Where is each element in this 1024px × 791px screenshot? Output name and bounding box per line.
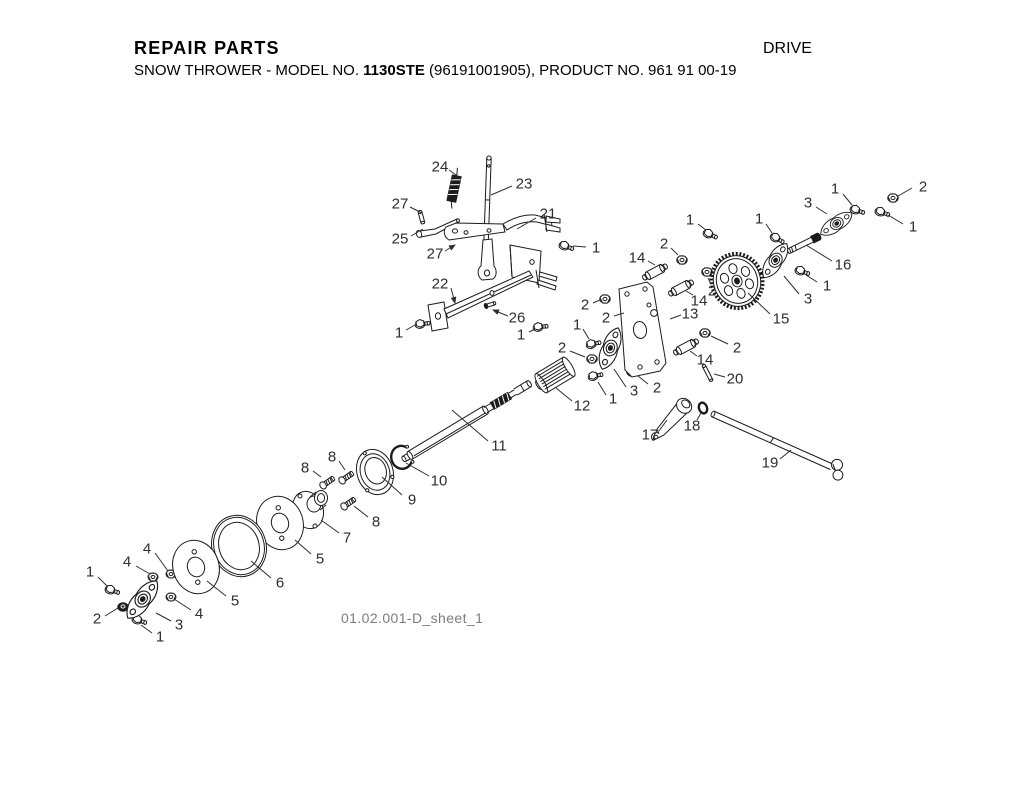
leader-line — [583, 329, 589, 339]
part-27-pin — [418, 210, 425, 224]
leader-line — [406, 463, 429, 476]
callout-label: 1 — [572, 316, 582, 334]
leader-line — [784, 276, 799, 294]
part-3-flange — [121, 576, 164, 624]
callout-label: 2 — [918, 178, 928, 196]
callout-label: 25 — [391, 230, 409, 248]
callout-14 — [629, 250, 655, 267]
page-title: REPAIR PARTS — [134, 38, 280, 58]
callout-19 — [762, 450, 791, 472]
callout-label: 11 — [491, 437, 507, 455]
leader-line — [816, 207, 827, 214]
callout-26 — [493, 310, 525, 327]
callout-label: 18 — [683, 417, 701, 435]
callout-16 — [806, 245, 851, 274]
leader-line — [451, 288, 455, 303]
callout-8 — [354, 506, 380, 531]
leader-line — [806, 245, 832, 261]
leader-line — [670, 315, 681, 319]
callout-1 — [755, 211, 772, 234]
leader-line — [648, 261, 655, 265]
leader-line — [445, 245, 455, 251]
callout-label: 5 — [315, 550, 325, 568]
callout-1 — [517, 327, 535, 344]
part-3-flange — [595, 325, 626, 372]
callout-8 — [301, 460, 321, 478]
callout-label: 2 — [92, 610, 102, 628]
callout-label: 1 — [822, 277, 832, 295]
leader-line — [780, 450, 791, 459]
callout-1 — [86, 564, 107, 587]
callout-label: 27 — [391, 195, 409, 213]
callout-8 — [328, 449, 345, 471]
callout-1 — [395, 325, 415, 342]
callout-1 — [686, 212, 706, 231]
callout-label: 20 — [726, 370, 744, 388]
part-1-bolt — [414, 318, 430, 329]
callout-3 — [804, 195, 827, 215]
callout-label: 3 — [803, 290, 813, 308]
callout-label: 24 — [431, 158, 449, 176]
leader-line — [141, 625, 152, 633]
callout-12 — [556, 388, 590, 415]
callout-label: 8 — [371, 513, 381, 531]
callout-label: 1 — [155, 628, 165, 646]
callout-27 — [427, 245, 455, 263]
leader-line — [711, 336, 728, 344]
part-1-bolt — [769, 231, 786, 245]
callout-25 — [392, 229, 423, 248]
part-26-screw — [484, 300, 497, 309]
leader-line — [898, 188, 912, 196]
part-1-bolt — [558, 240, 575, 252]
part-3-flange — [758, 239, 794, 282]
callout-14 — [690, 351, 713, 369]
leader-line — [155, 553, 168, 571]
callout-label: 26 — [508, 309, 526, 327]
callout-7 — [321, 520, 351, 547]
leader-line — [806, 275, 817, 282]
leader-line — [593, 300, 600, 303]
sheet-code: 01.02.001-D_sheet_1 — [341, 610, 484, 626]
leader-line — [98, 577, 107, 586]
callout-label: 14 — [696, 351, 714, 369]
leader-line — [295, 540, 311, 554]
leader-line — [156, 613, 171, 621]
callout-5 — [295, 540, 324, 568]
callout-label: 17 — [641, 426, 659, 444]
leader-line — [493, 310, 508, 316]
callout-2 — [558, 340, 585, 358]
callout-27 — [392, 196, 422, 214]
part-21-bracket — [444, 214, 560, 290]
callout-2 — [660, 236, 678, 256]
callout-label: 1 — [685, 211, 695, 229]
callout-2 — [93, 608, 118, 628]
part-1-bolt — [874, 206, 891, 218]
leader-line — [339, 461, 345, 470]
callout-label: 15 — [772, 310, 790, 328]
callout-label: 14 — [690, 292, 708, 310]
callout-label: 2 — [732, 339, 742, 357]
leader-line — [354, 506, 368, 517]
callout-label: 1 — [85, 563, 95, 581]
callout-label: 8 — [300, 459, 310, 477]
callout-1 — [573, 317, 589, 340]
callout-label: 2 — [601, 309, 611, 327]
callout-label: 7 — [342, 529, 352, 547]
callout-2 — [711, 336, 741, 357]
callout-label: 1 — [591, 239, 601, 257]
callout-22 — [432, 276, 455, 304]
callout-label: 10 — [430, 472, 448, 490]
callout-label: 1 — [830, 180, 840, 198]
callout-label: 1 — [908, 218, 918, 236]
part-8-carriage-bolt — [337, 470, 355, 486]
callout-5 — [207, 581, 239, 610]
leader-line — [570, 351, 585, 357]
callout-20 — [714, 371, 743, 388]
subtitle-suffix: (96191001905), PRODUCT NO. 961 91 00-19 — [424, 62, 737, 79]
callout-1 — [888, 215, 917, 236]
callout-9 — [382, 477, 416, 509]
leader-line — [321, 520, 339, 533]
callout-label: 8 — [327, 448, 337, 466]
leader-line — [638, 376, 648, 384]
callout-3 — [784, 276, 812, 308]
part-1-bolt — [587, 369, 604, 381]
leader-line — [491, 186, 512, 195]
leader-line — [888, 215, 903, 224]
callout-10 — [406, 463, 447, 490]
callout-label: 22 — [431, 275, 449, 293]
model-number: 1130STE — [363, 62, 425, 79]
callout-label: 23 — [515, 175, 533, 193]
callout-label: 6 — [275, 574, 285, 592]
callout-2 — [581, 297, 600, 314]
leader-line — [573, 246, 586, 247]
callout-label: 14 — [628, 249, 646, 267]
subtitle-prefix: SNOW THROWER - MODEL NO. — [134, 62, 364, 79]
callout-label: 4 — [122, 553, 132, 571]
part-8-carriage-bolt — [339, 496, 357, 512]
callout-2 — [638, 376, 661, 397]
part-2-nut — [888, 194, 898, 203]
callout-label: 1 — [394, 324, 404, 342]
leader-line — [174, 599, 191, 610]
leader-line — [136, 566, 150, 574]
part-2-nut — [587, 355, 597, 364]
callout-label: 13 — [681, 305, 699, 323]
part-13-plate — [619, 282, 666, 377]
part-2-nut — [700, 329, 710, 338]
part-1-bolt — [585, 337, 602, 349]
callout-1 — [573, 240, 600, 257]
leader-line — [313, 471, 321, 477]
callout-label: 9 — [407, 491, 417, 509]
leader-line — [698, 224, 706, 230]
part-2-nut — [600, 295, 610, 304]
callout-6 — [251, 561, 284, 592]
callout-label: 5 — [230, 592, 240, 610]
leader-line — [671, 248, 678, 255]
callout-1 — [598, 382, 617, 408]
callout-label: 27 — [426, 245, 444, 263]
part-1-bolt — [794, 265, 811, 277]
leader-line — [714, 374, 725, 377]
leader-line — [614, 369, 626, 387]
callout-label: 2 — [707, 282, 717, 300]
part-18-o-ring — [697, 401, 708, 414]
callout-23 — [491, 176, 532, 196]
callout-1 — [141, 625, 164, 646]
callout-label: 2 — [580, 296, 590, 314]
part-12-coupler — [531, 356, 577, 396]
leader-line — [598, 382, 606, 395]
callout-label: 3 — [174, 616, 184, 634]
callout-label: 2 — [659, 235, 669, 253]
callout-label: 19 — [761, 454, 779, 472]
callout-label: 2 — [557, 339, 567, 357]
callout-label: 2 — [652, 379, 662, 397]
leader-line — [556, 388, 572, 401]
callout-label: 21 — [539, 205, 557, 223]
callout-13 — [670, 306, 698, 323]
part-8-carriage-bolt — [318, 475, 336, 491]
part-1-bolt — [532, 321, 548, 332]
callout-4 — [143, 541, 168, 572]
callout-label: 16 — [834, 256, 852, 274]
leader-line — [406, 325, 415, 330]
callout-label: 3 — [803, 194, 813, 212]
callout-label: 1 — [608, 390, 618, 408]
callout-18 — [684, 413, 701, 435]
callout-label: 4 — [142, 540, 152, 558]
callout-1 — [831, 181, 852, 206]
callout-24 — [432, 159, 459, 178]
part-11-shaft — [400, 379, 533, 464]
callout-2 — [898, 179, 927, 197]
leader-line — [843, 194, 852, 205]
callout-label: 3 — [629, 382, 639, 400]
part-1-bolt — [702, 228, 719, 241]
callout-label: 1 — [754, 210, 764, 228]
callout-label: 12 — [573, 397, 591, 415]
part-2-nut — [677, 256, 687, 265]
part-3-flange — [817, 207, 856, 240]
leader-line — [105, 608, 118, 616]
section-title: DRIVE — [763, 40, 812, 57]
callout-label: 4 — [194, 605, 204, 623]
leader-line — [766, 224, 772, 233]
callout-label: 1 — [516, 326, 526, 344]
